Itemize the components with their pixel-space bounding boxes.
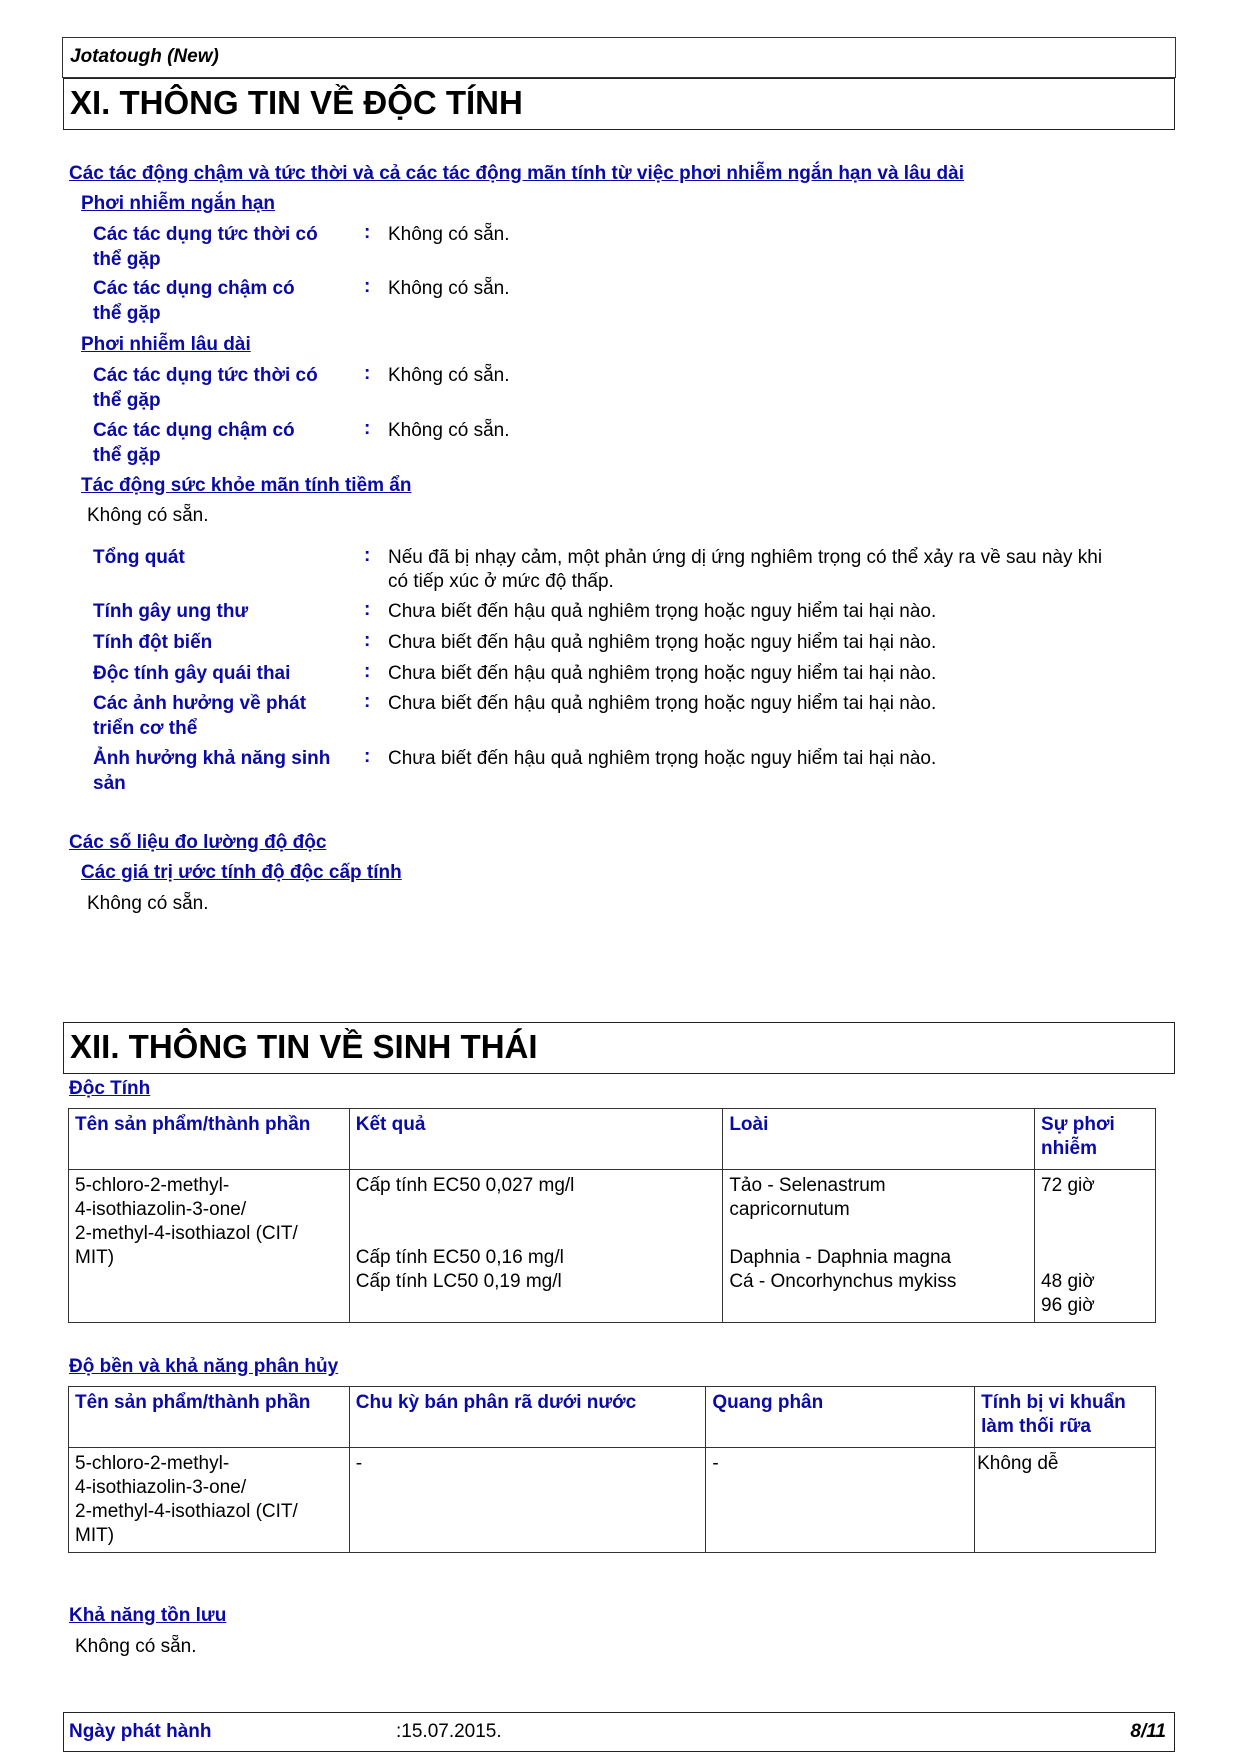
label-line: Các tác dụng tức thời có <box>93 224 318 245</box>
developmental-effects-value: Chưa biết đến hậu quả nghiêm trọng hoặc nguy hiểm tai hại nào. <box>388 693 937 714</box>
exposure-value: 48 giờ <box>1041 1271 1095 1292</box>
product-cell: 5-chloro-2-methyl- 4-isothiazolin-3-one/ 2-methyl-4-isothiazol (CIT/ MIT) <box>69 1170 350 1323</box>
chronic-heading: Tác động sức khỏe mãn tính tiềm ẩn <box>81 475 412 496</box>
column-header: Tên sản phẩm/thành phần <box>69 1109 350 1170</box>
value-line: có tiếp xúc ở mức độ thấp. <box>388 571 614 592</box>
mutagenicity-label: Tính đột biến <box>93 632 213 653</box>
colon: : <box>364 599 371 620</box>
section-12-title: XII. THÔNG TIN VỀ SINH THÁI <box>70 1028 538 1065</box>
colon: : <box>364 418 371 439</box>
carcinogenicity-value: Chưa biết đến hậu quả nghiêm trọng hoặc nguy hiểm tai hại nào. <box>388 601 937 622</box>
colon: : <box>364 276 371 297</box>
label-line: Tổng quát <box>93 547 185 568</box>
column-header: Kết quả <box>349 1109 723 1170</box>
value-line: Nếu đã bị nhạy cảm, một phản ứng dị ứng nghiêm trọng có thể xảy ra về sau này khi <box>388 547 1103 568</box>
fertility-effects-label <box>93 746 363 796</box>
result-value: Cấp tính EC50 0,027 mg/l <box>355 1175 575 1196</box>
general-value <box>388 546 1178 594</box>
species-value: Tảo - Selenastrum capricornutum <box>729 1175 886 1220</box>
species-value: Cá - Oncorhynchus mykiss <box>729 1271 957 1292</box>
biodegradability-cell: Không dễ <box>975 1448 1156 1553</box>
long-term-delayed-label <box>93 418 348 468</box>
label-line: triển cơ thể <box>93 718 198 739</box>
effects-heading: Các tác động chậm và tức thời và cả các tác động mãn tính từ việc phơi nhiễm ngắn hạn và lâu dài <box>69 163 964 184</box>
teratogenicity-label: Độc tính gây quái thai <box>93 663 291 684</box>
general-label <box>93 545 363 570</box>
acute-toxicity-estimates-heading: Các giá trị ước tính độ độc cấp tính <box>81 862 402 883</box>
exposure-value: 96 giờ <box>1041 1295 1095 1316</box>
bioaccumulation-heading: Khả năng tồn lưu <box>69 1605 227 1626</box>
column-header: Quang phân <box>706 1387 975 1448</box>
label-line: Ảnh hưởng khả năng sinh <box>93 748 331 769</box>
label-line: thể gặp <box>93 303 161 324</box>
document-footer <box>63 1712 1175 1752</box>
acute-toxicity-value: Không có sẵn. <box>87 893 209 914</box>
page-number: 8/11 <box>1130 1721 1166 1742</box>
teratogenicity-value: Chưa biết đến hậu quả nghiêm trọng hoặc nguy hiểm tai hại nào. <box>388 663 937 684</box>
section-11-title: XI. THÔNG TIN VỀ ĐỘC TÍNH <box>70 84 523 121</box>
short-term-delayed-label <box>93 276 348 326</box>
long-term-heading: Phơi nhiễm lâu dài <box>81 334 251 355</box>
result-value: Cấp tính LC50 0,19 mg/l <box>355 1271 562 1292</box>
colon: : <box>364 363 371 384</box>
persistence-table <box>68 1386 1156 1553</box>
label-line: Các ảnh hưởng về phát <box>93 693 307 714</box>
exposure-value: 72 giờ <box>1041 1175 1095 1196</box>
label-line: thể gặp <box>93 249 161 270</box>
short-term-delayed-value: Không có sẵn. <box>388 278 510 299</box>
label-line: thể gặp <box>93 445 161 466</box>
result-value: Cấp tính EC50 0,16 mg/l <box>355 1247 564 1268</box>
chronic-value: Không có sẵn. <box>87 505 209 526</box>
carcinogenicity-label: Tính gây ung thư <box>93 601 249 622</box>
half-life-cell: - <box>349 1448 706 1553</box>
column-header: Loài <box>723 1109 1035 1170</box>
bioaccumulation-value: Không có sẵn. <box>75 1636 197 1657</box>
species-cell <box>723 1170 1035 1323</box>
colon: : <box>364 222 371 243</box>
document-header <box>62 37 1176 78</box>
persistence-heading: Độ bền và khả năng phân hủy <box>69 1356 339 1377</box>
ecotoxicity-table <box>68 1108 1156 1323</box>
column-header: Tên sản phẩm/thành phần <box>69 1387 350 1448</box>
long-term-delayed-value: Không có sẵn. <box>388 420 510 441</box>
colon: : <box>364 691 371 712</box>
colon: : <box>364 630 371 651</box>
label-line: Các tác dụng tức thời có <box>93 365 318 386</box>
fertility-effects-value: Chưa biết đến hậu quả nghiêm trọng hoặc nguy hiểm tai hại nào. <box>388 748 937 769</box>
column-header: Sự phơi nhiễm <box>1035 1109 1156 1170</box>
table-header-row <box>69 1387 1156 1448</box>
species-value: Daphnia - Daphnia magna <box>729 1247 952 1268</box>
label-line: Các tác dụng chậm có <box>93 278 295 299</box>
table-header-row <box>69 1109 1156 1170</box>
table-row <box>69 1170 1156 1323</box>
colon: : <box>364 545 371 566</box>
label-line: thể gặp <box>93 390 161 411</box>
short-term-immediate-label <box>93 222 348 272</box>
toxicity-measures-heading: Các số liệu đo lường độ độc <box>69 832 327 853</box>
table-row <box>69 1448 1156 1553</box>
exposure-cell <box>1035 1170 1156 1323</box>
short-term-heading: Phơi nhiễm ngắn hạn <box>81 193 276 214</box>
developmental-effects-label <box>93 691 363 741</box>
ecotoxicity-heading: Độc Tính <box>69 1078 151 1099</box>
photolysis-cell: - <box>706 1448 975 1553</box>
mutagenicity-value: Chưa biết đến hậu quả nghiêm trọng hoặc nguy hiểm tai hại nào. <box>388 632 937 653</box>
product-name: Jotatough (New) <box>70 46 219 67</box>
column-header: Tính bị vi khuẩn làm thối rữa <box>975 1387 1156 1448</box>
long-term-immediate-value: Không có sẵn. <box>388 365 510 386</box>
product-cell: 5-chloro-2-methyl- 4-isothiazolin-3-one/ 2-methyl-4-isothiazol (CIT/ MIT) <box>69 1448 350 1553</box>
colon: : <box>364 661 371 682</box>
long-term-immediate-label <box>93 363 348 413</box>
short-term-immediate-value: Không có sẵn. <box>388 224 510 245</box>
result-cell <box>349 1170 723 1323</box>
column-header: Chu kỳ bán phân rã dưới nước <box>349 1387 706 1448</box>
label-line: sản <box>93 773 126 794</box>
colon: : <box>364 746 371 767</box>
issue-date-value: :15.07.2015. <box>396 1721 502 1742</box>
label-line: Các tác dụng chậm có <box>93 420 295 441</box>
issue-date-label: Ngày phát hành <box>69 1721 212 1742</box>
